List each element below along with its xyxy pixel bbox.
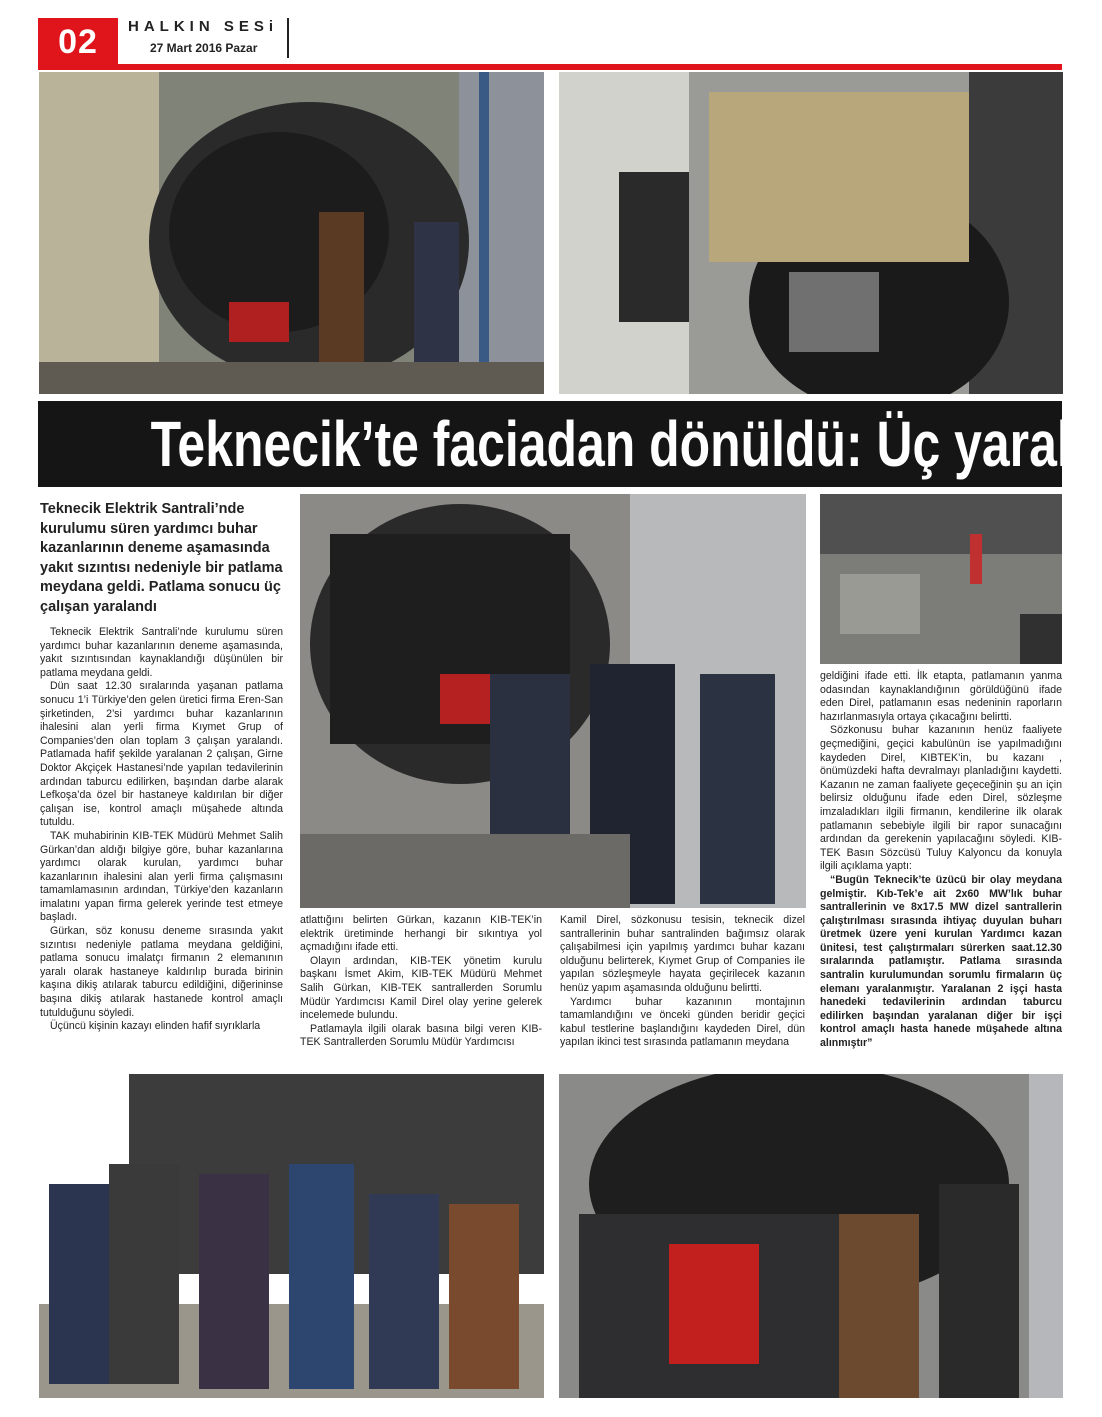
publication-name: HALKIN SESi: [128, 18, 279, 35]
press-statement-quote: “Bugün Teknecik’te üzücü bir olay meydana gelmiştir. Kıb-Tek’e ait 2x60 MW’lık buhar santrallerinin ve 8x17.5 MW dizel santrallerin çalıştırılması sırasında ihtiyaç duyulan buharı üretmek üzere yeni kurulan Yardımcı kazan ünitesi, test çalıştırmaları sürerken saat.12.30 sıralarında patlamıştır. Patlama sırasında santralin kurulumundan sorumlu firmaların üç elemanı yaralanmıştır. Yaralanan 2 işçi hasta hanedeki tedavilerinin ardından taburcu edilirken başından yaralanan diğer bir işçi kontrol amaçlı hasta hanede müşahede altına alınmıştır”: [820, 873, 1062, 1050]
photo-officials-at-boiler: [300, 494, 806, 908]
paragraph: TAK muhabirinin KIB-TEK Müdürü Mehmet Salih Gürkan’dan aldığı bilgiye göre, buhar kazanlarına yardımcı olarak kurulan, yardımcı buhar kazanlarının ihalesini alan yerli firma çalışmasını tamamlamasının ardından, Türkiye’den kazanların imalatını yapan firma gelerek yerinde test etmeye başladı.: [40, 829, 283, 924]
paragraph: Olayın ardından, KIB-TEK yönetim kurulu başkanı İsmet Akim, KIB-TEK Müdürü Mehmet Salih Gürkan, KIB-TEK santrallerden Sorumlu Müdür Yardımcısı Kamil Direl olay yerine gelerek incelemede bulundu.: [300, 954, 542, 1022]
body-column-2: [300, 914, 542, 1050]
body-column-4: [820, 670, 1062, 1051]
paragraph: Dün saat 12.30 sıralarında yaşanan patlama sonucu 1’i Türkiye’den gelen üretici firma Eren-San şirketinden, 2’si yardımcı buhar kazanlarının ihalesini alan yerli firma Kıymet Grup of Companies’den olan toplam 3 çalışan yaralandı. Patlamada hafif şekilde yaralanan 2 çalışan, Girne Doktor Akçiçek Hastanesi’nde yapılan tedavilerinin ardından taburcu edilirken, başından darbe alarak Lefkoşa’da özel bir hastaneye kaldırılan bir diğer çalışan ise, kontrol amaçlı müşahede altında tutuldu.: [40, 680, 283, 829]
photo-debris: [820, 494, 1062, 664]
paragraph: Teknecik Elektrik Santrali’nde kurulumu süren yardımcı buhar kazanlarının deneme aşamasında, yakıt sızıntısından kaynaklandığı düşünülen bir patlama meydana geldi.: [40, 626, 283, 679]
body-column-1: [40, 626, 283, 1034]
photo-damaged-boiler: [559, 72, 1063, 394]
paragraph: Kamil Direl, sözkonusu tesisin, teknecik dizel santrallerinin buhar santralinden bağımsız olarak çalışabilmesi için yapılmış yardımcı buhar kazanı olduğunu belirterek, Kıymet Grup of Companies ile yapılan sözleşmeyle hayata geçirilecek kazanın henüz yapım aşamasında olduğunu belirtti.: [560, 914, 805, 994]
headline: Teknecik’te faciadan dönüldü: Üç yaralı: [150, 408, 1085, 480]
paragraph: geldiğini ifade etti. İlk etapta, patlamanın yanma odasından kaynaklandığının görüldüğünü ifade eden Direl, patlamanın esas nedeninin raporların hazırlanmasıyla ortaya çıkacağını belirtti.: [820, 670, 1062, 723]
body-column-3: [560, 914, 805, 1050]
paragraph: Patlamayla ilgili olarak basına bilgi veren KIB-TEK Santrallerden Sorumlu Müdür Yardımcısı: [300, 1022, 542, 1049]
photo-workers-group: [39, 1074, 544, 1398]
photo-boiler-inspection: [39, 72, 544, 394]
header-divider: [287, 18, 289, 58]
publication-date: 27 Mart 2016 Pazar: [150, 41, 258, 55]
paragraph: Gürkan, söz konusu deneme sırasında yakıt sızıntısı nedeniyle patlama meydana geldiğini, patlama sonucu imalatçı firmanın 2 elemanının yaralı olarak hastaneye kaldırılıp burada birinin kaşına dikiş atılarak taburcu edildiğini, diğerininse başına dikiş atılarak hastanede kontrol amaçlı tutulduğunu söyledi.: [40, 925, 283, 1019]
paragraph: Yardımcı buhar kazanının montajının tamamlandığını ve önceki günden beridir geçici kabul testlerine başlandığını kaydeden Direl, dün yapılan ikinci test sırasında patlamanın meydana: [560, 995, 805, 1049]
page-number: 02: [38, 18, 118, 66]
header-rule: [38, 64, 1062, 70]
photo-boiler-burner: [559, 1074, 1063, 1398]
paragraph: Üçüncü kişinin kazayı elinden hafif sıyrıklarla: [50, 1020, 261, 1033]
paragraph: atlattığını belirten Gürkan, kazanın KIB-TEK’in elektrik üretiminde herhangi bir sıkıntıya yol açmadığını ifade etti.: [300, 914, 542, 954]
paragraph: Sözkonusu buhar kazanının henüz faaliyete geçmediğini, geçici kabulünün ise yapılmadığını kaydeden Direl, KIBTEK’in, bu kazanı , önümüzdeki hafta devralmayı planladığını kaydetti. Kazanın ne zaman faaliyete geçeceğinin şu an için belirsiz olduğunu ifade eden Direl, sözleşme imzaladıkları ilgili firmanın, kendilerine ilk olarak patlamanın sebebiyle ilgili bir rapor sunacağını ardından da gerekenin yapılacağını söyledi. KIB-TEK Basın Sözcüsü Tuluy Kalyoncu da konuyla ilgili açıklama yaptı:: [820, 724, 1062, 873]
lead-paragraph: Teknecik Elektrik Santrali’nde kurulumu süren yardımcı buhar kazanlarının deneme aşamasında yakıt sızıntısı nedeniyle bir patlama meydana geldi. Patlama sonucu üç çalışan yaralandı: [40, 501, 283, 615]
